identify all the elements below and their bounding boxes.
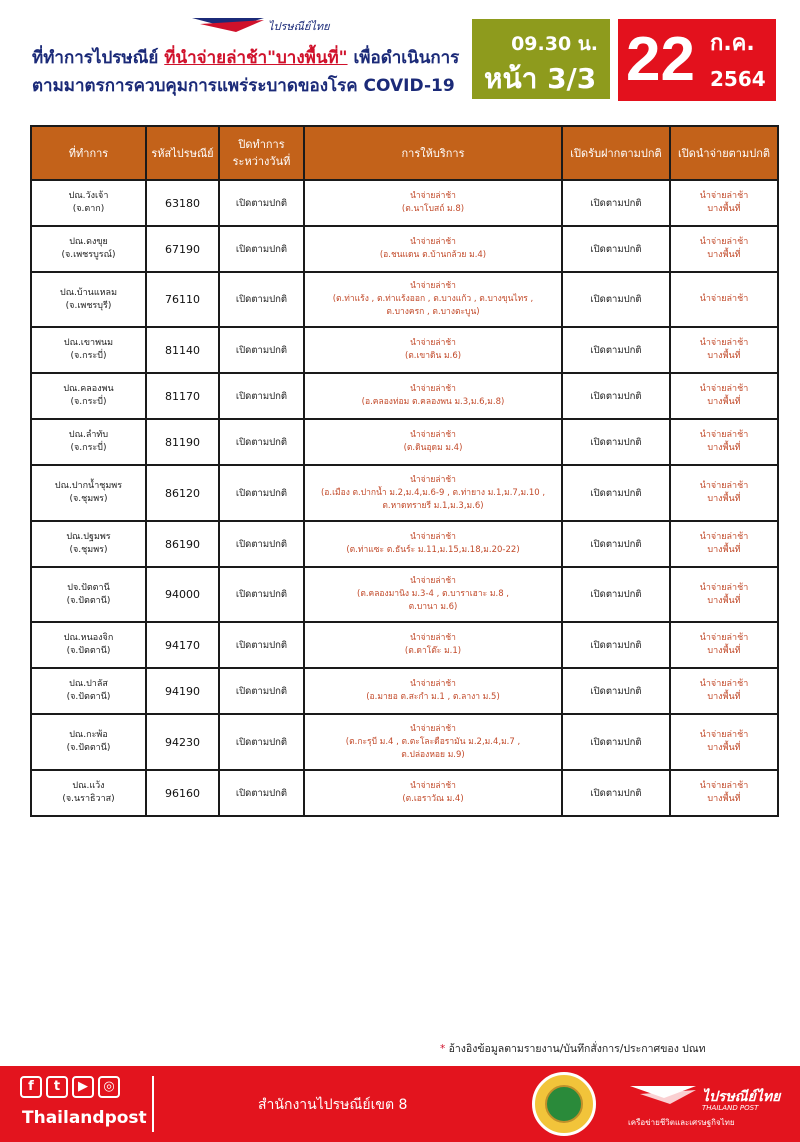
postal-code-cell: 81170 [146, 373, 219, 419]
table-row [31, 180, 778, 226]
table-row [31, 327, 778, 373]
postal-code-cell: 63180 [146, 180, 219, 226]
deliver-cell: นำจ่ายล่าช้า บางพื้นที่ [670, 373, 778, 419]
col-header-code: รหัสไปรษณีย์ [146, 126, 219, 180]
service-cell: นำจ่ายล่าช้า (ต.ดาโต๊ะ ม.1) [304, 622, 562, 668]
page-title-line2: ตามมาตรการควบคุมการแพร่ระบาดของโรค COVID-19 [32, 76, 455, 96]
page-header [0, 0, 800, 118]
accept-cell: เปิดตามปกติ [562, 226, 670, 272]
col-header-service: การให้บริการ [304, 126, 562, 180]
reference-note [440, 1040, 706, 1057]
time-label: 09.30 น. [511, 33, 598, 55]
envelope-wing-icon [628, 1080, 698, 1110]
date-box [618, 19, 776, 101]
table-header-row [31, 126, 778, 180]
table-row [31, 622, 778, 668]
note-star: * [440, 1043, 446, 1055]
date-year: 2564 [710, 67, 766, 91]
closed-cell: เปิดตามปกติ [219, 419, 304, 465]
office-cell: ปจ.ปัตตานี (จ.ปัตตานี) [31, 567, 146, 622]
seal-emblem-icon [532, 1072, 596, 1136]
youtube-icon[interactable]: ▶ [72, 1076, 94, 1098]
table-row [31, 770, 778, 816]
office-cell: ปณ.ปาลัส (จ.ปัตตานี) [31, 668, 146, 714]
facebook-icon[interactable]: f [20, 1076, 42, 1098]
closed-cell: เปิดตามปกติ [219, 521, 304, 567]
table-row [31, 465, 778, 521]
deliver-cell: นำจ่ายล่าช้า บางพื้นที่ [670, 419, 778, 465]
time-page-box [472, 19, 610, 99]
deliver-cell: นำจ่ายล่าช้า บางพื้นที่ [670, 521, 778, 567]
closed-cell: เปิดตามปกติ [219, 465, 304, 521]
accept-cell: เปิดตามปกติ [562, 180, 670, 226]
note-text: อ้างอิงข้อมูลตามรายงาน/บันทึกสั่งการ/ประกาศของ ปณท [448, 1043, 706, 1055]
deliver-cell: นำจ่ายล่าช้า บางพื้นที่ [670, 226, 778, 272]
twitter-icon[interactable]: t [46, 1076, 68, 1098]
date-month: ก.ค. [710, 31, 755, 56]
post-office-table [30, 125, 779, 817]
table-row [31, 521, 778, 567]
postal-code-cell: 67190 [146, 226, 219, 272]
closed-cell: เปิดตามปกติ [219, 567, 304, 622]
col-header-accept: เปิดรับฝากตามปกติ [562, 126, 670, 180]
col-header-deliver: เปิดนำจ่ายตามปกติ [670, 126, 778, 180]
page-footer [0, 1066, 800, 1142]
deliver-cell: นำจ่ายล่าช้า บางพื้นที่ [670, 770, 778, 816]
accept-cell: เปิดตามปกติ [562, 770, 670, 816]
accept-cell: เปิดตามปกติ [562, 272, 670, 327]
postal-code-cell: 81190 [146, 419, 219, 465]
service-cell: นำจ่ายล่าช้า (อ.เมือง ต.ปากน้ำ ม.2,ม.4,ม.6-9 , ต.ท่ายาง ม.1,ม.7,ม.10 , ต.หาดทรายรี ม.1,ม.3,ม.6) [304, 465, 562, 521]
service-cell: นำจ่ายล่าช้า (ต.เขาดิน ม.6) [304, 327, 562, 373]
region-office: สำนักงานไปรษณีย์เขต 8 [258, 1097, 408, 1113]
deliver-cell: นำจ่ายล่าช้า บางพื้นที่ [670, 668, 778, 714]
closed-cell: เปิดตามปกติ [219, 373, 304, 419]
deliver-cell: นำจ่ายล่าช้า บางพื้นที่ [670, 465, 778, 521]
globe-icon[interactable]: ◎ [98, 1076, 120, 1098]
office-cell: ปณ.เขาพนม (จ.กระบี่) [31, 327, 146, 373]
col-header-office: ที่ทำการ [31, 126, 146, 180]
postal-code-cell: 94000 [146, 567, 219, 622]
social-icons [20, 1076, 120, 1098]
footer-logo-name: ไปรษณีย์ไทย [702, 1089, 781, 1105]
service-cell: นำจ่ายล่าช้า (ต.ดินอุดม ม.4) [304, 419, 562, 465]
closed-cell: เปิดตามปกติ [219, 668, 304, 714]
page-title-line1: ที่ทำการไปรษณีย์ ที่นำจ่ายล่าช้า"บางพื้นที่" เพื่อดำเนินการ [32, 48, 460, 68]
closed-cell: เปิดตามปกติ [219, 226, 304, 272]
office-cell: ปณ.ปฐมพร (จ.ชุมพร) [31, 521, 146, 567]
accept-cell: เปิดตามปกติ [562, 373, 670, 419]
deliver-cell: นำจ่ายล่าช้า บางพื้นที่ [670, 622, 778, 668]
deliver-cell: นำจ่ายล่าช้า บางพื้นที่ [670, 567, 778, 622]
office-cell: ปณ.กะพ้อ (จ.ปัตตานี) [31, 714, 146, 770]
closed-cell: เปิดตามปกติ [219, 272, 304, 327]
logo-text: ไปรษณีย์ไทย [268, 20, 330, 33]
closed-cell: เปิดตามปกติ [219, 714, 304, 770]
thailandpost-logo [190, 14, 330, 36]
office-cell: ปณ.ปากน้ำชุมพร (จ.ชุมพร) [31, 465, 146, 521]
accept-cell: เปิดตามปกติ [562, 327, 670, 373]
table-row [31, 272, 778, 327]
accept-cell: เปิดตามปกติ [562, 465, 670, 521]
postal-code-cell: 94170 [146, 622, 219, 668]
deliver-cell: นำจ่ายล่าช้า บางพื้นที่ [670, 327, 778, 373]
service-cell: นำจ่ายล่าช้า (อ.ชนแดน ต.บ้านกล้วย ม.4) [304, 226, 562, 272]
office-cell: ปณ.ลำทับ (จ.กระบี่) [31, 419, 146, 465]
postal-code-cell: 86120 [146, 465, 219, 521]
footer-tagline: เครือข่ายชีวิตและเศรษฐกิจไทย [628, 1118, 735, 1127]
accept-cell: เปิดตามปกติ [562, 567, 670, 622]
deliver-cell: นำจ่ายล่าช้า บางพื้นที่ [670, 180, 778, 226]
table-row [31, 226, 778, 272]
page-number: หน้า 3/3 [484, 62, 597, 95]
office-cell: ปณ.แว้ง (จ.นราธิวาส) [31, 770, 146, 816]
closed-cell: เปิดตามปกติ [219, 180, 304, 226]
table-row [31, 373, 778, 419]
service-cell: นำจ่ายล่าช้า (ต.ท่าแร้ง , ต.ท่าแร้งออก , ต.บางแก้ว , ต.บางขุนไทร , ต.บางครก , ต.บางตะบูน) [304, 272, 562, 327]
office-cell: ปณ.หนองจิก (จ.ปัตตานี) [31, 622, 146, 668]
service-cell: นำจ่ายล่าช้า (ต.นาโบสถ์ ม.8) [304, 180, 562, 226]
table-row [31, 668, 778, 714]
table-row [31, 567, 778, 622]
postal-code-cell: 96160 [146, 770, 219, 816]
table-row [31, 419, 778, 465]
postal-code-cell: 81140 [146, 327, 219, 373]
postal-code-cell: 86190 [146, 521, 219, 567]
office-cell: ปณ.บ้านแหลม (จ.เพชรบุรี) [31, 272, 146, 327]
postal-code-cell: 76110 [146, 272, 219, 327]
footer-divider [152, 1076, 154, 1132]
footer-brand: Thailandpost [22, 1108, 147, 1128]
service-cell: นำจ่ายล่าช้า (ต.เอราวัณ ม.4) [304, 770, 562, 816]
service-cell: นำจ่ายล่าช้า (อ.มายอ ต.สะกำ ม.1 , ต.ลางา ม.5) [304, 668, 562, 714]
accept-cell: เปิดตามปกติ [562, 419, 670, 465]
footer-logo [628, 1080, 788, 1130]
deliver-cell: นำจ่ายล่าช้า [670, 272, 778, 327]
accept-cell: เปิดตามปกติ [562, 714, 670, 770]
title-highlight: ที่นำจ่ายล่าช้า"บางพื้นที่" [164, 48, 348, 68]
envelope-wing-icon [190, 14, 266, 36]
col-header-closed: ปิดทำการระหว่างวันที่ [219, 126, 304, 180]
service-cell: นำจ่ายล่าช้า (ต.คลองมานิง ม.3-4 , ต.บาราเฮาะ ม.8 , ต.บานา ม.6) [304, 567, 562, 622]
date-day: 22 [626, 25, 695, 94]
closed-cell: เปิดตามปกติ [219, 327, 304, 373]
service-cell: นำจ่ายล่าช้า (ต.ท่าแซะ ต.ธันร์ะ ม.11,ม.15,ม.18,ม.20-22) [304, 521, 562, 567]
office-cell: ปณ.วังเจ้า (จ.ตาก) [31, 180, 146, 226]
footer-logo-sub: THAILAND POST [702, 1104, 759, 1112]
deliver-cell: นำจ่ายล่าช้า บางพื้นที่ [670, 714, 778, 770]
postal-code-cell: 94230 [146, 714, 219, 770]
postal-code-cell: 94190 [146, 668, 219, 714]
service-cell: นำจ่ายล่าช้า (อ.คลองท่อม ต.คลองพน ม.3,ม.6,ม.8) [304, 373, 562, 419]
closed-cell: เปิดตามปกติ [219, 770, 304, 816]
office-cell: ปณ.คลองพน (จ.กระบี่) [31, 373, 146, 419]
closed-cell: เปิดตามปกติ [219, 622, 304, 668]
service-cell: นำจ่ายล่าช้า (ต.กะรุบี ม.4 , ต.ตะโละดือรามัน ม.2,ม.4,ม.7 , ต.ปล่องหอย ม.9) [304, 714, 562, 770]
accept-cell: เปิดตามปกติ [562, 521, 670, 567]
accept-cell: เปิดตามปกติ [562, 622, 670, 668]
office-cell: ปณ.ดงขุย (จ.เพชรบูรณ์) [31, 226, 146, 272]
accept-cell: เปิดตามปกติ [562, 668, 670, 714]
table-row [31, 714, 778, 770]
